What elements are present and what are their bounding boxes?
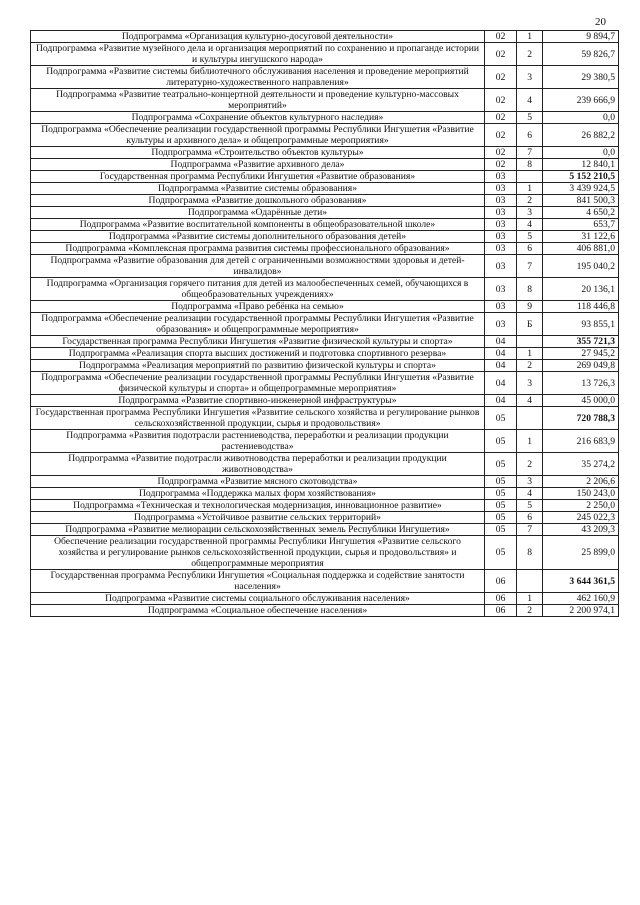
table-row xyxy=(31,512,619,524)
program-name-cell: Подпрограмма «Развитие архивного дела» xyxy=(31,159,485,171)
table-row xyxy=(31,159,619,171)
amount-cell: 27 945,2 xyxy=(543,348,619,360)
amount-cell: 245 022,3 xyxy=(543,512,619,524)
table-row xyxy=(31,430,619,453)
table-row xyxy=(31,453,619,476)
table-row xyxy=(31,124,619,147)
program-name-cell: Подпрограмма «Развитие музейного дела и организация мероприятий по сохранению и пропаганде истории и культуры ингушского народа» xyxy=(31,43,485,66)
amount-cell: 150 243,0 xyxy=(543,488,619,500)
amount-cell: 35 274,2 xyxy=(543,453,619,476)
table-row xyxy=(31,313,619,336)
subprogram-code-cell: 6 xyxy=(517,512,543,524)
program-code-cell: 05 xyxy=(484,536,516,570)
amount-cell: 355 721,3 xyxy=(543,336,619,348)
table-row xyxy=(31,593,619,605)
program-code-cell: 05 xyxy=(484,512,516,524)
amount-cell: 29 380,5 xyxy=(543,66,619,89)
subprogram-code-cell: 9 xyxy=(517,301,543,313)
program-name-cell: Подпрограмма «Строительство объектов культуры» xyxy=(31,147,485,159)
program-name-cell: Подпрограмма «Организация культурно-досуговой деятельности» xyxy=(31,31,485,43)
program-name-cell: Подпрограмма «Развитие спортивно-инженерной инфраструктуры» xyxy=(31,395,485,407)
subprogram-code-cell: 2 xyxy=(517,195,543,207)
amount-cell: 2 206,6 xyxy=(543,476,619,488)
table-row xyxy=(31,147,619,159)
amount-cell: 25 899,0 xyxy=(543,536,619,570)
subprogram-code-cell: 3 xyxy=(517,207,543,219)
subprogram-code-cell: 7 xyxy=(517,255,543,278)
amount-cell: 653,7 xyxy=(543,219,619,231)
table-row xyxy=(31,500,619,512)
subprogram-code-cell: 2 xyxy=(517,360,543,372)
table-row xyxy=(31,570,619,593)
subprogram-code-cell: 7 xyxy=(517,524,543,536)
program-name-cell: Подпрограмма «Комплексная программа развития системы профессионального образования» xyxy=(31,243,485,255)
amount-cell: 720 788,3 xyxy=(543,407,619,430)
amount-cell: 0,0 xyxy=(543,147,619,159)
subprogram-code-cell xyxy=(517,171,543,183)
amount-cell: 216 683,9 xyxy=(543,430,619,453)
amount-cell: 462 160,9 xyxy=(543,593,619,605)
program-code-cell: 03 xyxy=(484,195,516,207)
program-code-cell: 02 xyxy=(484,159,516,171)
program-code-cell: 02 xyxy=(484,112,516,124)
subprogram-code-cell: 1 xyxy=(517,593,543,605)
subprogram-code-cell: 7 xyxy=(517,147,543,159)
amount-cell: 406 881,0 xyxy=(543,243,619,255)
amount-cell: 31 122,6 xyxy=(543,231,619,243)
table-row xyxy=(31,476,619,488)
table-row xyxy=(31,171,619,183)
program-code-cell: 02 xyxy=(484,124,516,147)
program-code-cell: 04 xyxy=(484,372,516,395)
amount-cell: 5 152 210,5 xyxy=(543,171,619,183)
subprogram-code-cell: 6 xyxy=(517,124,543,147)
subprogram-code-cell xyxy=(517,407,543,430)
program-name-cell: Подпрограмма «Организация горячего питания для детей из малообеспеченных семей, обучающихся в общеобразовательных учреждениях» xyxy=(31,278,485,301)
subprogram-code-cell: 2 xyxy=(517,453,543,476)
program-name-cell: Подпрограмма «Развитие образования для детей с ограниченными возможностями здоровья и детей-инвалидов» xyxy=(31,255,485,278)
subprogram-code-cell xyxy=(517,336,543,348)
subprogram-code-cell: 2 xyxy=(517,605,543,617)
program-name-cell: Государственная программа Республики Ингушетия «Развитие физической культуры и спорта» xyxy=(31,336,485,348)
program-code-cell: 04 xyxy=(484,395,516,407)
subprogram-code-cell: 1 xyxy=(517,430,543,453)
amount-cell: 3 439 924,5 xyxy=(543,183,619,195)
program-name-cell: Подпрограмма «Развитие мясного скотоводства» xyxy=(31,476,485,488)
program-name-cell: Обеспечение реализации государственной программы Республики Ингушетия «Развитие сельского хозяйства и регулирование рынков сельскохозяйственной продукции, сырья и продовольствия» и общепрограммные мероприятия xyxy=(31,536,485,570)
program-code-cell: 02 xyxy=(484,147,516,159)
program-name-cell: Подпрограмма «Развитие системы образования» xyxy=(31,183,485,195)
subprogram-code-cell: 5 xyxy=(517,231,543,243)
amount-cell: 195 040,2 xyxy=(543,255,619,278)
program-code-cell: 03 xyxy=(484,219,516,231)
program-name-cell: Подпрограмма «Обеспечение реализации государственной программы Республики Ингушетия «Развитие физической культуры и спорта» и общепрограммные мероприятия» xyxy=(31,372,485,395)
amount-cell: 26 882,2 xyxy=(543,124,619,147)
amount-cell: 3 644 361,5 xyxy=(543,570,619,593)
program-name-cell: Подпрограмма «Развития подотрасли растениеводства, переработки и реализации продукции растениеводства» xyxy=(31,430,485,453)
program-name-cell: Подпрограмма «Развитие системы социального обслуживания населения» xyxy=(31,593,485,605)
amount-cell: 4 650,2 xyxy=(543,207,619,219)
table-row xyxy=(31,278,619,301)
program-code-cell: 05 xyxy=(484,407,516,430)
program-code-cell: 03 xyxy=(484,243,516,255)
table-row xyxy=(31,536,619,570)
subprogram-code-cell: 6 xyxy=(517,243,543,255)
amount-cell: 841 500,3 xyxy=(543,195,619,207)
subprogram-code-cell: 3 xyxy=(517,372,543,395)
program-code-cell: 03 xyxy=(484,183,516,195)
table-row xyxy=(31,336,619,348)
table-row xyxy=(31,183,619,195)
subprogram-code-cell: 1 xyxy=(517,31,543,43)
program-name-cell: Подпрограмма «Социальное обеспечение населения» xyxy=(31,605,485,617)
amount-cell: 2 200 974,1 xyxy=(543,605,619,617)
amount-cell: 12 840,1 xyxy=(543,159,619,171)
subprogram-code-cell: 8 xyxy=(517,278,543,301)
amount-cell: 45 000,0 xyxy=(543,395,619,407)
program-code-cell: 02 xyxy=(484,31,516,43)
table-row xyxy=(31,255,619,278)
amount-cell: 0,0 xyxy=(543,112,619,124)
subprogram-code-cell: 4 xyxy=(517,219,543,231)
program-code-cell: 02 xyxy=(484,89,516,112)
table-row xyxy=(31,348,619,360)
program-name-cell: Подпрограмма «Право ребёнка на семью» xyxy=(31,301,485,313)
amount-cell: 13 726,3 xyxy=(543,372,619,395)
amount-cell: 269 049,8 xyxy=(543,360,619,372)
amount-cell: 239 666,9 xyxy=(543,89,619,112)
table-row xyxy=(31,112,619,124)
amount-cell: 2 250,0 xyxy=(543,500,619,512)
program-code-cell: 05 xyxy=(484,430,516,453)
table-row xyxy=(31,301,619,313)
subprogram-code-cell: 5 xyxy=(517,500,543,512)
subprogram-code-cell: 3 xyxy=(517,66,543,89)
table-row xyxy=(31,407,619,430)
program-code-cell: 03 xyxy=(484,207,516,219)
subprogram-code-cell: 1 xyxy=(517,348,543,360)
program-name-cell: Подпрограмма «Развитие системы библиотечного обслуживания населения и проведение мероприятий литературно-художественного направления» xyxy=(31,66,485,89)
table-row xyxy=(31,605,619,617)
program-code-cell: 05 xyxy=(484,453,516,476)
subprogram-code-cell: 8 xyxy=(517,536,543,570)
subprogram-code-cell: 1 xyxy=(517,183,543,195)
program-code-cell: 04 xyxy=(484,348,516,360)
program-code-cell: 04 xyxy=(484,336,516,348)
subprogram-code-cell: 3 xyxy=(517,476,543,488)
program-name-cell: Подпрограмма «Развитие театрально-концертной деятельности и проведение культурно-массовых мероприятий» xyxy=(31,89,485,112)
program-code-cell: 02 xyxy=(484,43,516,66)
program-code-cell: 06 xyxy=(484,593,516,605)
program-code-cell: 03 xyxy=(484,171,516,183)
program-code-cell: 05 xyxy=(484,476,516,488)
program-name-cell: Государственная программа Республики Ингушетия «Развитие образования» xyxy=(31,171,485,183)
program-name-cell: Подпрограмма «Техническая и технологическая модернизация, инновационное развитие» xyxy=(31,500,485,512)
program-code-cell: 05 xyxy=(484,500,516,512)
program-code-cell: 05 xyxy=(484,488,516,500)
subprogram-code-cell xyxy=(517,570,543,593)
amount-cell: 9 894,7 xyxy=(543,31,619,43)
amount-cell: 20 136,1 xyxy=(543,278,619,301)
table-row xyxy=(31,207,619,219)
program-name-cell: Подпрограмма «Развитие воспитательной компоненты в общеобразовательной школе» xyxy=(31,219,485,231)
program-code-cell: 03 xyxy=(484,313,516,336)
program-code-cell: 03 xyxy=(484,301,516,313)
program-name-cell: Подпрограмма «Одарённые дети» xyxy=(31,207,485,219)
budget-table xyxy=(30,30,619,617)
table-row xyxy=(31,243,619,255)
program-name-cell: Подпрограмма «Поддержка малых форм хозяйствования» xyxy=(31,488,485,500)
program-code-cell: 06 xyxy=(484,570,516,593)
program-name-cell: Государственная программа Республики Ингушетия «Развитие сельского хозяйства и регулирование рынков сельскохозяйственной продукции, сырья и продовольствия» xyxy=(31,407,485,430)
table-row xyxy=(31,360,619,372)
subprogram-code-cell: 4 xyxy=(517,89,543,112)
program-name-cell: Подпрограмма «Сохранение объектов культурного наследия» xyxy=(31,112,485,124)
table-row xyxy=(31,372,619,395)
table-row xyxy=(31,219,619,231)
program-name-cell: Подпрограмма «Развитие дошкольного образования» xyxy=(31,195,485,207)
amount-cell: 93 855,1 xyxy=(543,313,619,336)
program-name-cell: Государственная программа Республики Ингушетия «Социальная поддержка и содействие занятости населения» xyxy=(31,570,485,593)
table-row xyxy=(31,195,619,207)
program-code-cell: 04 xyxy=(484,360,516,372)
amount-cell: 118 446,8 xyxy=(543,301,619,313)
program-name-cell: Подпрограмма «Устойчивое развитие сельских территорий» xyxy=(31,512,485,524)
program-name-cell: Подпрограмма «Развитие мелиорации сельскохозяйственных земель Республики Ингушетия» xyxy=(31,524,485,536)
program-code-cell: 02 xyxy=(484,66,516,89)
table-row xyxy=(31,231,619,243)
program-name-cell: Подпрограмма «Обеспечение реализации государственной программы Республики Ингушетия «Развитие культуры и архивного дела» и общепрограммные мероприятия» xyxy=(31,124,485,147)
program-name-cell: Подпрограмма «Развитие подотрасли животноводства переработки и реализации продукции животноводства» xyxy=(31,453,485,476)
program-code-cell: 03 xyxy=(484,231,516,243)
subprogram-code-cell: 5 xyxy=(517,112,543,124)
table-row xyxy=(31,488,619,500)
amount-cell: 59 826,7 xyxy=(543,43,619,66)
program-name-cell: Подпрограмма «Реализация мероприятий по развитию физической культуры и спорта» xyxy=(31,360,485,372)
program-code-cell: 05 xyxy=(484,524,516,536)
subprogram-code-cell: 2 xyxy=(517,43,543,66)
subprogram-code-cell: 4 xyxy=(517,488,543,500)
table-row xyxy=(31,31,619,43)
subprogram-code-cell: 4 xyxy=(517,395,543,407)
table-row xyxy=(31,395,619,407)
program-code-cell: 06 xyxy=(484,605,516,617)
table-row xyxy=(31,89,619,112)
program-name-cell: Подпрограмма «Развитие системы дополнительного образования детей» xyxy=(31,231,485,243)
table-row xyxy=(31,524,619,536)
program-code-cell: 03 xyxy=(484,255,516,278)
program-name-cell: Подпрограмма «Реализация спорта высших достижений и подготовка спортивного резерва» xyxy=(31,348,485,360)
page-number: 20 xyxy=(595,16,606,28)
amount-cell: 43 209,3 xyxy=(543,524,619,536)
table-row xyxy=(31,66,619,89)
subprogram-code-cell: 8 xyxy=(517,159,543,171)
table-row xyxy=(31,43,619,66)
subprogram-code-cell: Б xyxy=(517,313,543,336)
program-code-cell: 03 xyxy=(484,278,516,301)
program-name-cell: Подпрограмма «Обеспечение реализации государственной программы Республики Ингушетия «Развитие образования» и общепрограммные мероприятия» xyxy=(31,313,485,336)
